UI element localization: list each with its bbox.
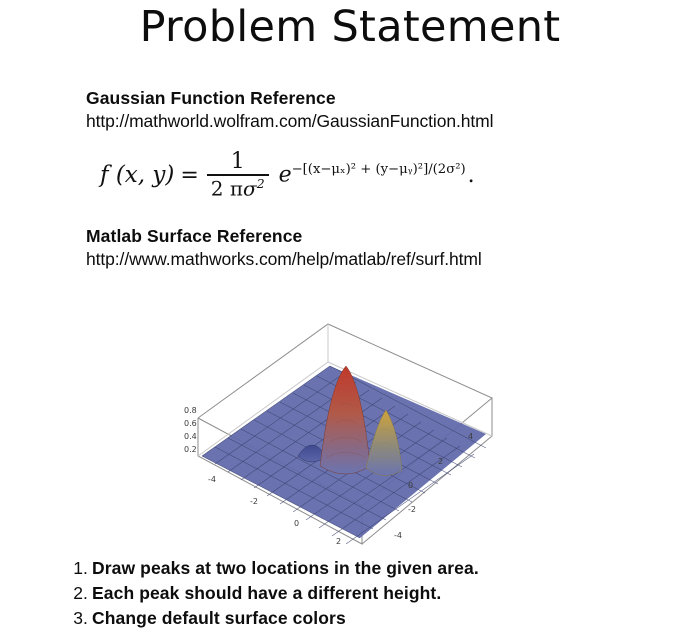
y-tick-0: 4 bbox=[468, 432, 474, 441]
list-item-text: Draw peaks at two locations in the given area. bbox=[92, 558, 479, 578]
matlab-reference-block bbox=[86, 226, 686, 270]
list-item bbox=[73, 606, 700, 631]
formula-equals-sign: = bbox=[180, 162, 199, 188]
gaussian-formula bbox=[100, 146, 686, 204]
formula-exponent: −[(x−μₓ)² + (y−μᵧ)²]/(2σ²) bbox=[291, 162, 466, 178]
formula-fraction bbox=[207, 150, 269, 199]
formula-denominator: 2 $\pi\sigma^2$ bbox=[210, 176, 265, 201]
x-tick-1: -2 bbox=[250, 497, 258, 506]
x-tick-2: 0 bbox=[294, 519, 300, 528]
page-title: Problem Statement bbox=[139, 2, 561, 52]
list-item-marker: 2. bbox=[73, 583, 88, 603]
z-tick-0: 0.8 bbox=[184, 406, 197, 415]
y-tick-4: -4 bbox=[394, 531, 402, 540]
list-item-marker: 3. bbox=[73, 608, 88, 628]
formula-function-name: f (x, y) bbox=[100, 162, 175, 188]
task-list bbox=[62, 556, 700, 631]
formula-trailing-period: . bbox=[467, 162, 475, 188]
formula-numerator: 1 bbox=[230, 149, 245, 175]
gaussian-reference-url: http://mathworld.wolfram.com/GaussianFunction.html bbox=[86, 111, 494, 131]
surface-plot-svg bbox=[180, 306, 510, 546]
matlab-reference-url: http://www.mathworks.com/help/matlab/ref/surf.html bbox=[86, 249, 482, 269]
y-tick-1: 2 bbox=[438, 457, 444, 466]
list-item bbox=[73, 556, 700, 581]
x-tick-3: 2 bbox=[336, 537, 342, 546]
z-axis-tick-labels bbox=[184, 406, 197, 454]
list-item-marker: 1. bbox=[73, 558, 88, 578]
matlab-reference-heading: Matlab Surface Reference bbox=[86, 226, 303, 246]
gaussian-reference-heading: Gaussian Function Reference bbox=[86, 88, 336, 108]
list-item bbox=[73, 581, 700, 606]
list-item-text: Change default surface colors bbox=[92, 608, 346, 628]
x-tick-0: -4 bbox=[208, 475, 216, 484]
formula-exponential-term: $e^{-[(x-\mu_x)^2 + (y-\mu ᵧ)^2]/(2\sigma^2)}$. bbox=[278, 162, 475, 188]
slide-body bbox=[86, 88, 686, 270]
y-tick-3: -2 bbox=[408, 505, 416, 514]
matlab-surf-peaks-plot bbox=[180, 306, 510, 546]
y-tick-2: 0 bbox=[408, 481, 414, 490]
z-tick-2: 0.4 bbox=[184, 432, 197, 441]
z-tick-1: 0.6 bbox=[184, 419, 197, 428]
z-tick-3: 0.2 bbox=[184, 445, 197, 454]
list-item-text: Each peak should have a different height. bbox=[92, 583, 442, 603]
